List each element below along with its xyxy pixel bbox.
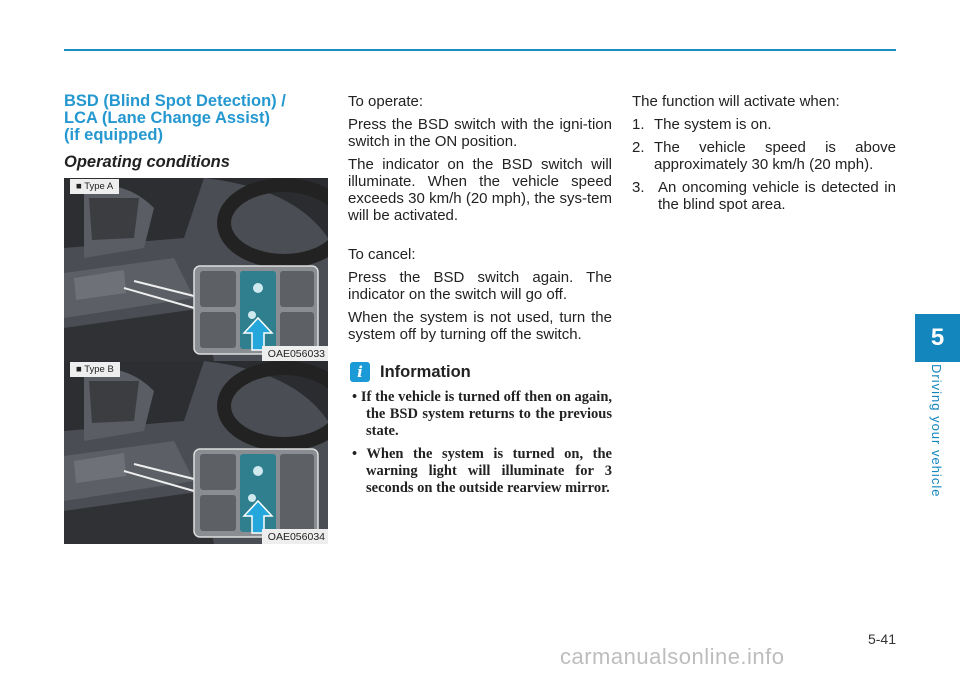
cancel-paragraph-1: Press the BSD switch again. The indicator on the switch will go off. <box>348 269 612 303</box>
activation-list <box>632 116 896 219</box>
activation-title: The function will activate when: <box>632 93 840 110</box>
cancel-section <box>348 246 612 343</box>
chapter-title: Driving your vehicle <box>929 364 944 498</box>
operate-title: To operate: <box>348 93 424 110</box>
operate-section <box>348 93 612 224</box>
cancel-title: To cancel: <box>348 246 416 263</box>
activation-item-2-text: The vehicle speed is above approximately 30 km/h (20 mph). <box>654 139 896 173</box>
dashboard-illustration-a <box>64 178 328 361</box>
heading-line-1: BSD (Blind Spot Detection) / <box>64 92 286 110</box>
operate-paragraph-2: The indicator on the BSD switch will illuminate. When the vehicle speed exceeds 30 km/h (20 mph), the sys-tem will be activated. <box>348 156 612 224</box>
cancel-paragraph-2: When the system is not used, turn the system off by turning off the switch. <box>348 309 612 343</box>
dashboard-illustration-b <box>64 361 328 544</box>
activation-item-1-number: 1. <box>632 116 645 133</box>
information-list <box>352 389 612 503</box>
figure-code-a: OAE056033 <box>262 346 328 361</box>
section-heading <box>64 93 334 144</box>
activation-item-1 <box>632 116 896 133</box>
activation-item-3-text: An oncoming vehicle is detected in the blind spot area. <box>658 179 896 213</box>
figure-type-b <box>64 361 328 544</box>
chapter-number-tab: 5 <box>915 314 960 362</box>
info-icon: i <box>350 362 370 382</box>
page-number: 5-41 <box>867 631 896 647</box>
information-header <box>350 362 471 382</box>
type-b-label: ■ Type B <box>70 362 120 377</box>
operate-paragraph-1: Press the BSD switch with the igni-tion switch in the ON position. <box>348 116 612 150</box>
watermark: carmanualsonline.info <box>560 644 785 669</box>
heading-line-3: (if equipped) <box>64 126 163 144</box>
figure-type-a <box>64 178 328 361</box>
type-a-label: ■ Type A <box>70 179 119 194</box>
top-rule <box>64 49 896 51</box>
subheading: Operating conditions <box>64 153 230 171</box>
activation-item-3-number: 3. <box>632 179 645 196</box>
figure-code-b: OAE056034 <box>262 529 328 544</box>
activation-item-2 <box>632 139 896 173</box>
information-title: Information <box>380 362 471 381</box>
heading-line-2: LCA (Lane Change Assist) <box>64 109 270 127</box>
information-item-1: • If the vehicle is turned off then on again, the BSD system returns to the previous state. <box>352 389 612 440</box>
information-item-2: • When the system is turned on, the warning light will illuminate for 3 seconds on the outside rearview mirror. <box>352 446 612 497</box>
activation-item-3 <box>632 179 896 213</box>
activation-item-1-text: The system is on. <box>654 116 772 133</box>
activation-item-2-number: 2. <box>632 139 645 156</box>
